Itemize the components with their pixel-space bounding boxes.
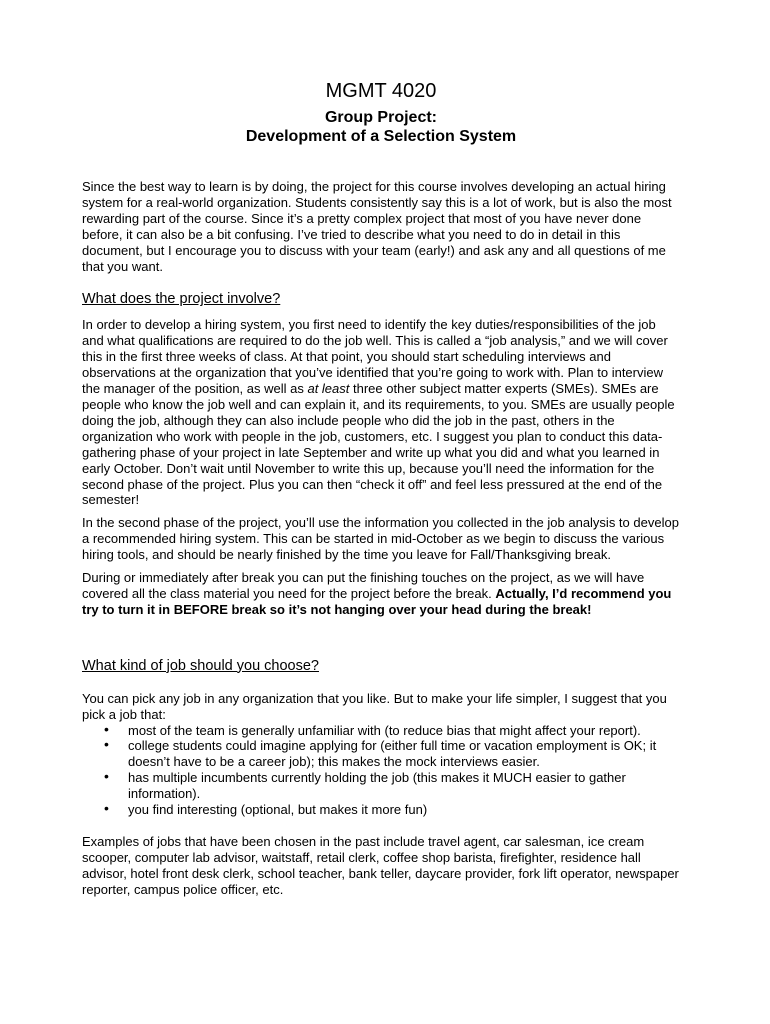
involve-p1-italic: at least <box>307 381 350 397</box>
section-heading-job-choice: What kind of job should you choose? <box>82 657 319 674</box>
list-item: • most of the team is generally unfamiliar with (to reduce bias that might affect your report). <box>82 723 680 739</box>
involve-p3-bold: Actually, I’d recommend you try to turn it in BEFORE break so it’s not hanging over your head during the break! <box>82 585 672 617</box>
involve-paragraph-2: In the second phase of the project, you’ll use the information you collected in the job analysis to develop a recommended hiring system. This can be started in mid-October as we begin to discuss the various hiring tools, and should be nearly finished by the time you leave for Fall/Thanksgiving break. <box>82 515 679 563</box>
section-heading-project-involve: What does the project involve? <box>82 291 281 308</box>
course-title: MGMT 4020 <box>325 80 437 102</box>
list-item: • college students could imagine applying for (either full time or vacation employment is OK; it doesn’t have to be a career job); this makes the mock interviews easier. <box>82 738 680 770</box>
job-choice-intro: You can pick any job in any organization that you like. But to make your life simpler, I suggest that you pick a job that: <box>82 690 667 722</box>
subtitle-line-2: Development of a Selection System <box>245 128 517 145</box>
involve-paragraph-1 <box>82 317 680 508</box>
involve-p3-text: During or immediately after break you can put the finishing touches on the project, as we will have covered all the class material you need for the project before the break. <box>82 570 645 601</box>
intro-paragraph: Since the best way to learn is by doing, the project for this course involves developing an actual hiring system for a real-world organization. Students consistently say this is a lot of work, but is also the most rewarding part of the course. Since it’s a pretty complex project that most of you have never done before, it can also be a bit confusing. I’ve tried to describe what you need to do in detail in this document, but I encourage you to discuss with your team (early!) and ask any and all questions of me that you want. <box>82 179 672 274</box>
involve-p1-text-a: In order to develop a hiring system, you first need to identify the key duties/responsibilities of the job and what qualifications are required to do the job well. This is called a “job analysis,” and we will cover this in the first three weeks of class. At that point, you should start scheduling interviews and observations at the organization that you’ve identified that you’re going to work with. Plan to interview the manager of the position, as well as <box>82 317 668 397</box>
list-item: • you find interesting (optional, but makes it more fun) <box>82 802 680 818</box>
involve-paragraph-3 <box>82 570 680 618</box>
job-criteria-list <box>82 723 680 818</box>
project-subtitle <box>82 108 680 146</box>
involve-p1-text-b: three other subject matter experts (SMEs). SMEs are people who know the job well and can explain it, and its requirements, to you. SMEs are usually people doing the job, although they can also include people who did the job in the past, others in the organization who work with people in the job, customers, etc. I suggest you plan to conduct this data-gathering phase of your project in late September and write up what you did and what you learned in early October. Don’t wait until November to write this up, because you’ll need the information for the second phase of the project. Plus you can then “check it off” and feel less pressured at the end of the semester! <box>82 381 675 508</box>
subtitle-line-1: Group Project: <box>324 109 437 126</box>
list-item: • has multiple incumbents currently holding the job (this makes it MUCH easier to gather information). <box>82 770 680 802</box>
job-examples-paragraph: Examples of jobs that have been chosen in the past include travel agent, car salesman, ice cream scooper, computer lab advisor, waitstaff, retail clerk, coffee shop barista, firefighter, residence hall advisor, hotel front desk clerk, school teacher, bank teller, daycare provider, fork lift operator, newspaper reporter, campus police officer, etc. <box>82 834 679 897</box>
